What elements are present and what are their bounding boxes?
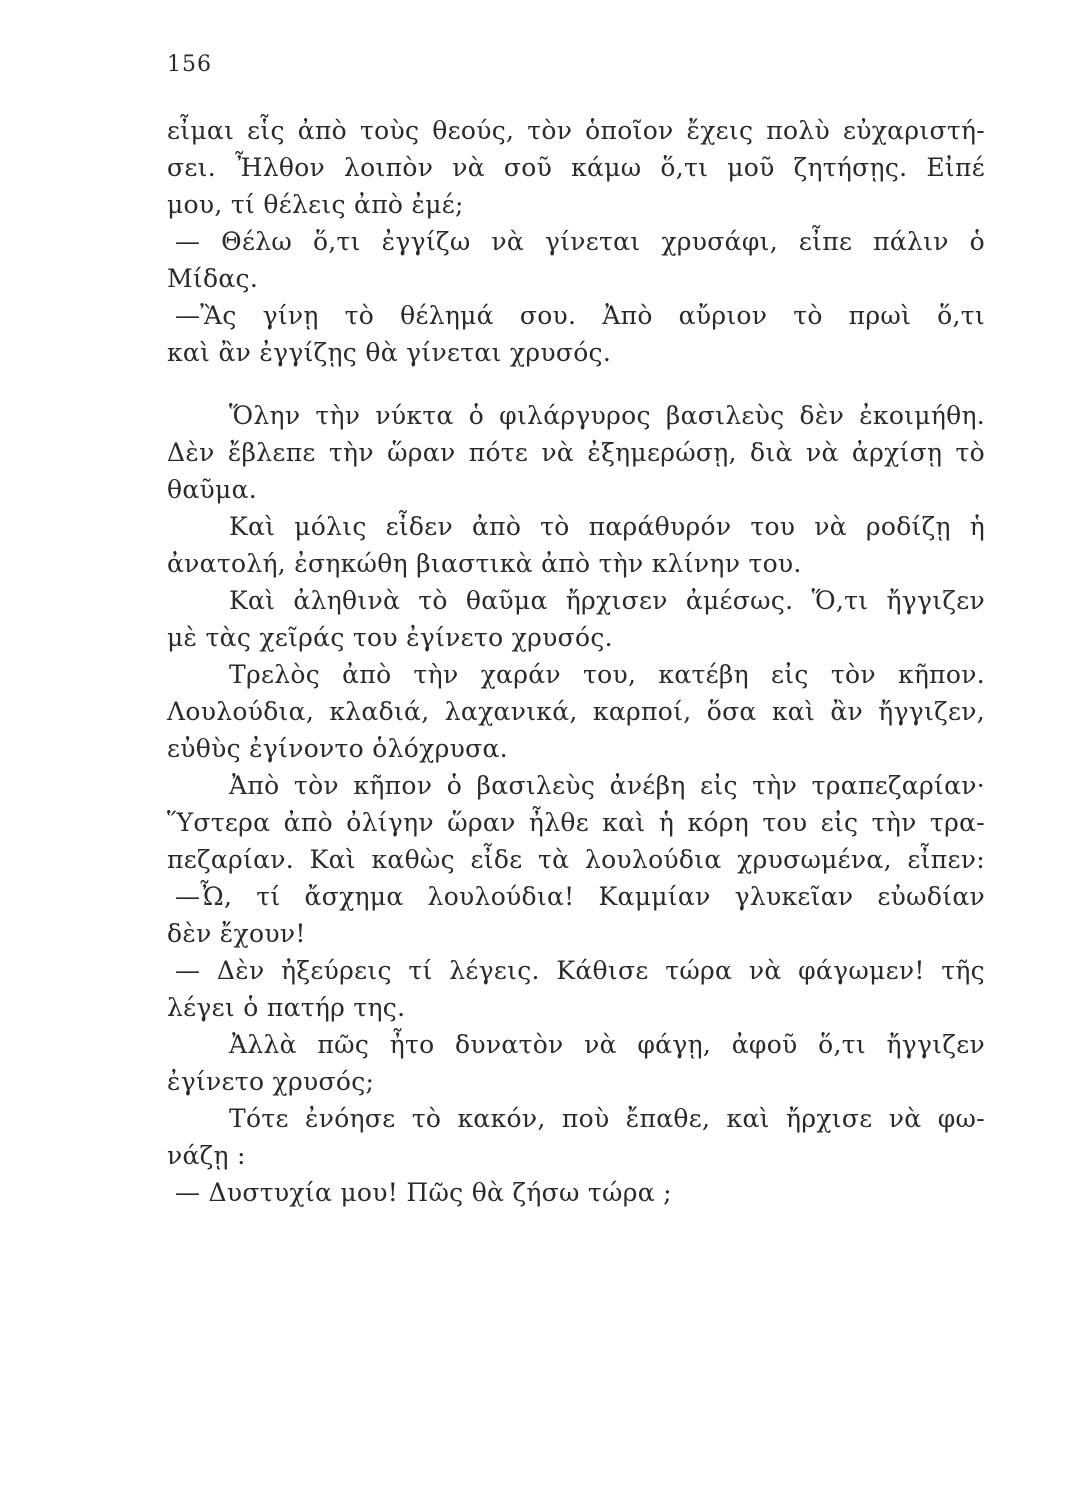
text-line: Μίδας. (167, 264, 259, 293)
text-line: δὲν ἔχουν! (167, 919, 306, 948)
body-text (167, 112, 985, 1211)
text-line: — Δὲν ἠξεύρεις τί λέγεις. Κάθισε τώρα νὰ φάγωμεν! τῆς (175, 956, 985, 985)
text-line: μὲ τὰς χεῖράς του ἐγίνετο χρυσός. (167, 623, 613, 652)
text-line: εἶμαι εἷς ἀπὸ τοὺς θεούς, τὸν ὁποῖον ἔχεις πολὺ εὐχαριστή- (167, 116, 985, 145)
text-line: — Δυστυχία μου! Πῶς θὰ ζήσω τώρα ; (175, 1178, 672, 1207)
text-line: μου, τί θέλεις ἀπὸ ἐμέ; (167, 190, 464, 219)
text-line: πεζαρίαν. Καὶ καθὼς εἶδε τὰ λουλούδια χρυσωμένα, εἶπεν: (167, 845, 985, 874)
text-line: καὶ ἂν ἐγγίζῃς θὰ γίνεται χρυσός. (167, 338, 612, 367)
text-line: ἀνατολή, ἐσηκώθη βιαστικὰ ἀπὸ τὴν κλίνην του. (167, 549, 802, 578)
text-line: ἐγίνετο χρυσός; (167, 1067, 375, 1096)
text-line: Δὲν ἔβλεπε τὴν ὥραν πότε νὰ ἐξημερώσῃ, διὰ νὰ ἀρχίσῃ τὸ (167, 438, 985, 467)
text-line: Λουλούδια, κλαδιά, λαχανικά, καρποί, ὅσα καὶ ἂν ἤγγιζεν, (167, 697, 985, 726)
text-line: σει. Ἦλθον λοιπὸν νὰ σοῦ κάμω ὅ,τι μοῦ ζητήσῃς. Εἰπέ (167, 153, 985, 182)
text-line: Ἀλλὰ πῶς ἦτο δυνατὸν νὰ φάγῃ, ἀφοῦ ὅ,τι ἤγγιζεν (229, 1030, 985, 1059)
text-line: Ὕστερα ἀπὸ ὀλίγην ὥραν ἦλθε καὶ ἡ κόρη του εἰς τὴν τρα- (167, 808, 985, 837)
text-line: νάζῃ : (167, 1141, 246, 1170)
text-line: λέγει ὁ πατήρ της. (167, 993, 406, 1022)
text-line: εὐθὺς ἐγίνοντο ὁλόχρυσα. (167, 734, 508, 763)
text-line: Καὶ μόλις εἶδεν ἀπὸ τὸ παράθυρόν του νὰ ροδίζῃ ἡ (229, 512, 985, 541)
text-line: Ἀπὸ τὸν κῆπον ὁ βασιλεὺς ἀνέβη εἰς τὴν τραπεζαρίαν· (229, 771, 985, 800)
text-line: Ὅλην τὴν νύκτα ὁ φιλάργυρος βασιλεὺς δὲν ἐκοιμήθη. (229, 401, 985, 430)
text-line: — Θέλω ὅ,τι ἐγγίζω νὰ γίνεται χρυσάφι, εἶπε πάλιν ὁ (175, 227, 985, 256)
text-line: —Ἂς γίνῃ τὸ θέλημά σου. Ἀπὸ αὔριον τὸ πρωὶ ὅ,τι (175, 301, 985, 330)
text-line: θαῦμα. (167, 475, 258, 504)
text-line: Καὶ ἀληθινὰ τὸ θαῦμα ἤρχισεν ἀμέσως. Ὅ,τι ἤγγιζεν (229, 586, 985, 615)
text-line: Τρελὸς ἀπὸ τὴν χαράν του, κατέβη εἰς τὸν κῆπον. (229, 660, 985, 689)
text-line: Τότε ἐνόησε τὸ κακόν, ποὺ ἔπαθε, καὶ ἤρχισε νὰ φω- (229, 1104, 985, 1133)
page-number: 156 (167, 52, 212, 77)
text-line: —Ὦ, τί ἄσχημα λουλούδια! Καμμίαν γλυκεῖαν εὐωδίαν (175, 882, 985, 911)
